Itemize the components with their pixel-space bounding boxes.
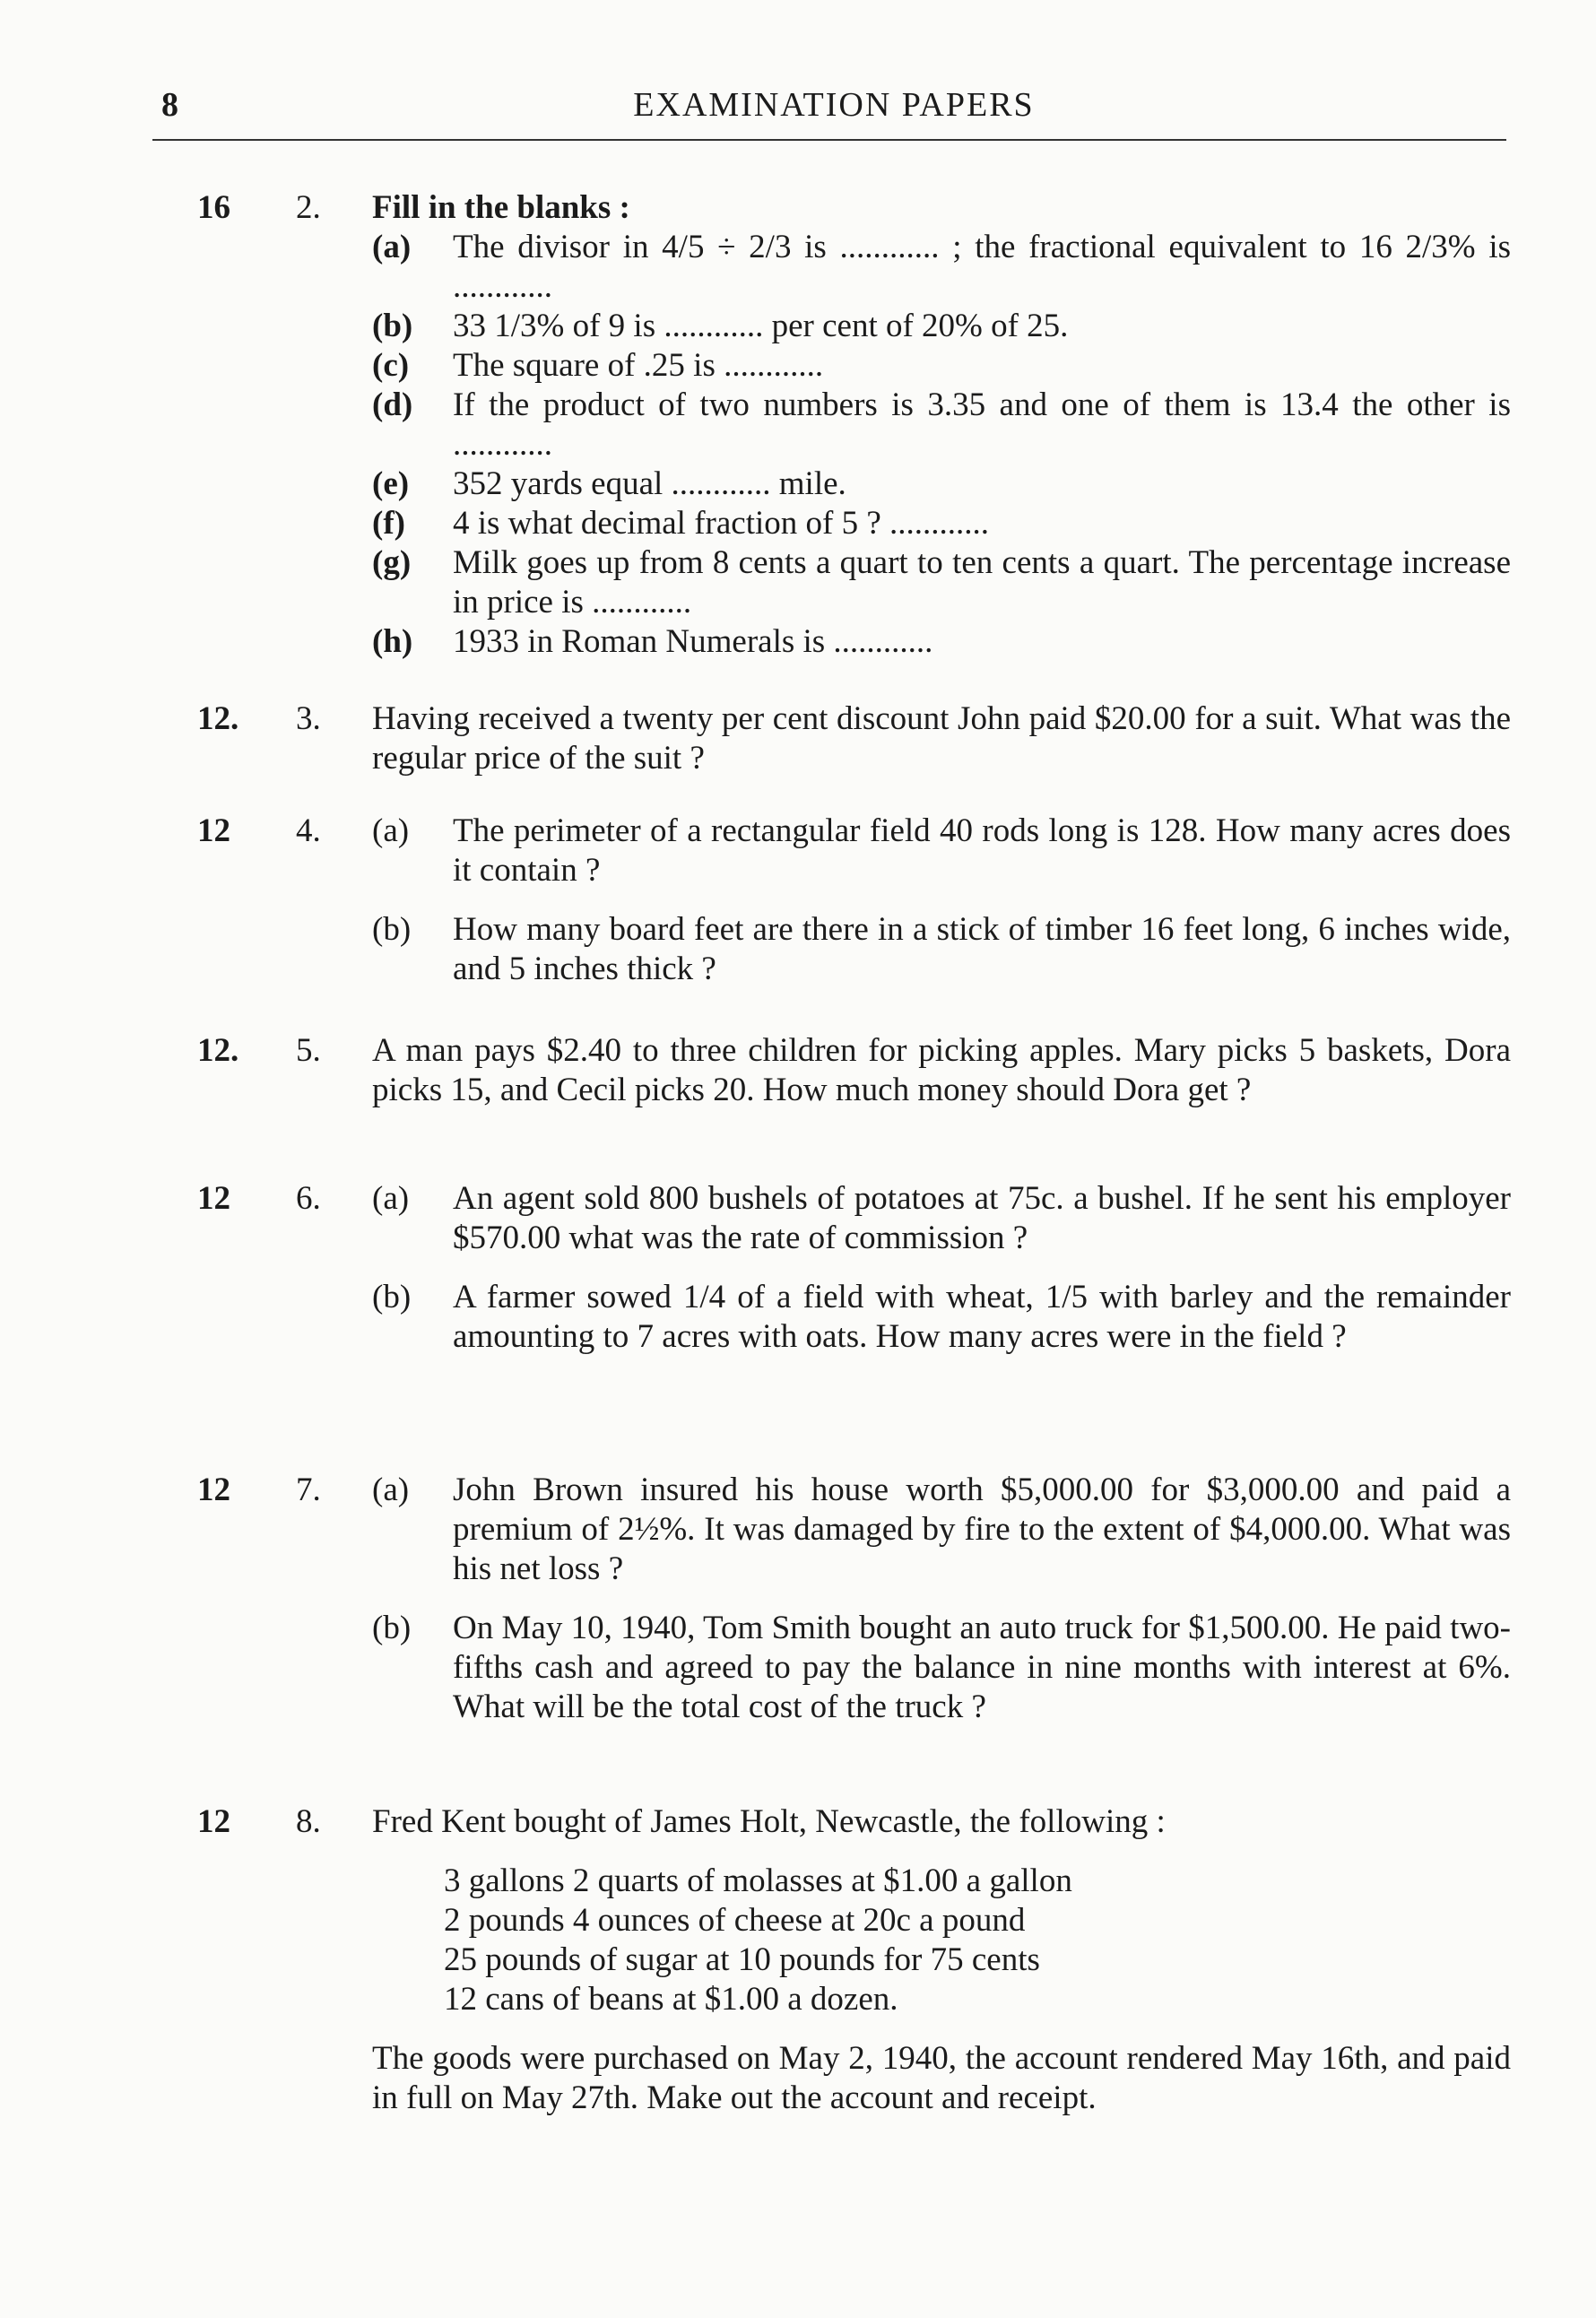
question-number: 7. bbox=[296, 1472, 321, 1508]
header-divider bbox=[152, 139, 1506, 141]
question-part bbox=[372, 346, 1511, 386]
part-text: 1933 in Roman Numerals is ............ bbox=[453, 623, 933, 660]
part-text: How many board feet are there in a stick of timber 16 feet long, 6 inches wide, and 5 inches thick ? bbox=[453, 911, 1511, 987]
question-marks: 12 bbox=[197, 1472, 230, 1508]
question-number: 2. bbox=[296, 189, 321, 226]
part-label: (g) bbox=[372, 544, 412, 581]
part-label: (e) bbox=[372, 465, 410, 502]
question-part bbox=[372, 504, 1511, 543]
list-item: 12 cans of beans at $1.00 a dozen. bbox=[444, 1981, 898, 2018]
question-text: Having received a twenty per cent discount John paid $20.00 for a suit. What was the regular price of the suit ? bbox=[372, 700, 1511, 777]
question-number: 8. bbox=[296, 1803, 321, 1840]
part-label: (a) bbox=[372, 1180, 410, 1217]
purchase-list bbox=[444, 1862, 1511, 2019]
part-text: On May 10, 1940, Tom Smith bought an auto truck for $1,500.00. He paid two-fifths cash and agreed to pay the balance in nine months with interest at 6%. What will be the total cost of the truck ? bbox=[453, 1610, 1511, 1725]
question-number: 3. bbox=[296, 700, 321, 737]
question-part bbox=[372, 622, 1511, 662]
question-marks: 12. bbox=[197, 1032, 239, 1069]
question-body bbox=[372, 1179, 1511, 1357]
part-label: (b) bbox=[372, 1610, 412, 1646]
page-header bbox=[161, 85, 1506, 130]
part-text: The perimeter of a rectangular field 40 rods long is 128. How many acres does it contain ? bbox=[453, 812, 1511, 889]
question-part bbox=[372, 1471, 1511, 1589]
part-text: 352 yards equal ............ mile. bbox=[453, 465, 846, 502]
question-number: 5. bbox=[296, 1032, 321, 1069]
list-item: 25 pounds of sugar at 10 pounds for 75 cents bbox=[444, 1941, 1040, 1978]
part-text: If the product of two numbers is 3.35 and one of them is 13.4 the other is ............ bbox=[453, 386, 1511, 463]
part-text: 4 is what decimal fraction of 5 ? ............ bbox=[453, 505, 989, 542]
question-body bbox=[372, 1031, 1511, 1110]
question-intro: Fred Kent bought of James Holt, Newcastle, the following : bbox=[372, 1803, 1166, 1840]
question-number: 4. bbox=[296, 812, 321, 849]
question-marks: 16 bbox=[197, 189, 230, 226]
question-body bbox=[372, 188, 1511, 662]
question-marks: 12 bbox=[197, 1803, 230, 1840]
question-body bbox=[372, 812, 1511, 989]
question-marks: 12 bbox=[197, 1180, 230, 1217]
part-label: (f) bbox=[372, 505, 405, 542]
part-label: (a) bbox=[372, 229, 412, 265]
part-label: (a) bbox=[372, 812, 410, 849]
question-marks: 12 bbox=[197, 812, 230, 849]
part-text: Milk goes up from 8 cents a quart to ten cents a quart. The percentage increase in price is ............ bbox=[453, 544, 1511, 621]
question-body bbox=[372, 699, 1511, 778]
part-label: (h) bbox=[372, 623, 413, 660]
part-text: The square of .25 is ............ bbox=[453, 347, 824, 384]
part-label: (a) bbox=[372, 1472, 410, 1508]
part-text: A farmer sowed 1/4 of a field with wheat, 1/5 with barley and the remainder amounting to 7 acres with oats. How many acres were in the field ? bbox=[453, 1279, 1511, 1355]
part-text: The divisor in 4/5 ÷ 2/3 is ............ ; the fractional equivalent to 16 2/3% is ............ bbox=[453, 229, 1511, 305]
running-title: EXAMINATION PAPERS bbox=[633, 86, 1035, 124]
page-number: 8 bbox=[161, 86, 180, 124]
question-marks: 12. bbox=[197, 700, 239, 737]
part-label: (b) bbox=[372, 1279, 412, 1315]
question-part bbox=[372, 386, 1511, 464]
question-part bbox=[372, 464, 1511, 504]
list-item: 3 gallons 2 quarts of molasses at $1.00 a gallon bbox=[444, 1862, 1072, 1899]
question-number: 6. bbox=[296, 1180, 321, 1217]
question-body bbox=[372, 1802, 1511, 2118]
question-intro: Fill in the blanks : bbox=[372, 189, 630, 226]
question-text: A man pays $2.40 to three children for picking apples. Mary picks 5 baskets, Dora picks 15, and Cecil picks 20. How much money should Dora get ? bbox=[372, 1032, 1511, 1108]
part-label: (d) bbox=[372, 386, 413, 423]
part-text: John Brown insured his house worth $5,000.00 for $3,000.00 and paid a premium of 2½%. It was damaged by fire to the extent of $4,000.00. What was his net loss ? bbox=[453, 1472, 1511, 1587]
question-part bbox=[372, 1278, 1511, 1357]
question-part bbox=[372, 812, 1511, 890]
question-part bbox=[372, 1179, 1511, 1258]
question-closing: The goods were purchased on May 2, 1940, the account rendered May 16th, and paid in full on May 27th. Make out the account and receipt. bbox=[372, 2040, 1511, 2116]
part-text: An agent sold 800 bushels of potatoes at 75c. a bushel. If he sent his employer $570.00 what was the rate of commission ? bbox=[453, 1180, 1511, 1256]
part-text: 33 1/3% of 9 is ............ per cent of 20% of 25. bbox=[453, 308, 1069, 344]
list-item: 2 pounds 4 ounces of cheese at 20c a pound bbox=[444, 1902, 1026, 1939]
part-label: (b) bbox=[372, 308, 413, 344]
part-label: (c) bbox=[372, 347, 410, 384]
question-part bbox=[372, 543, 1511, 622]
question-body bbox=[372, 1471, 1511, 1727]
part-label: (b) bbox=[372, 911, 412, 948]
question-part bbox=[372, 910, 1511, 989]
question-part bbox=[372, 228, 1511, 307]
question-part bbox=[372, 307, 1511, 346]
question-part bbox=[372, 1609, 1511, 1727]
